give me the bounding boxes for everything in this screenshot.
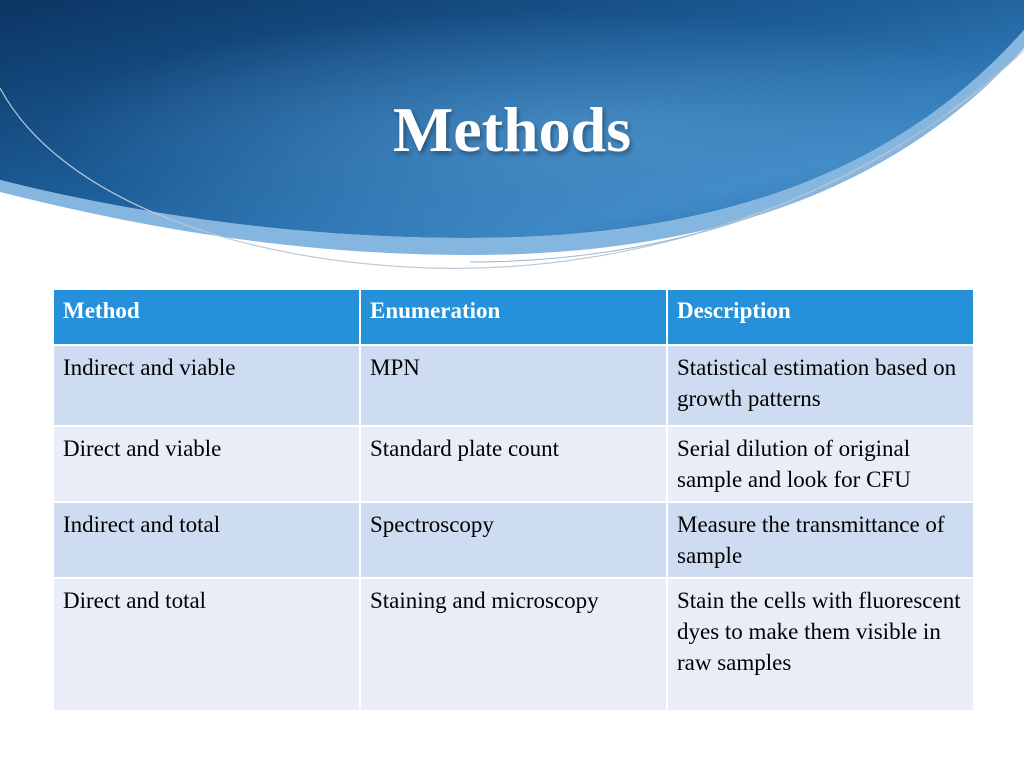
slide-title: Methods [392,94,632,165]
cell-method: Direct and viable [53,426,360,502]
cell-method: Direct and total [53,578,360,711]
cell-description: Serial dilution of original sample and look for CFU [667,426,974,502]
header-enumeration: Enumeration [360,289,667,345]
cell-description: Statistical estimation based on growth patterns [667,345,974,426]
table-row [53,502,974,578]
table-row [53,578,974,711]
cell-enumeration: MPN [360,345,667,426]
cell-enumeration: Spectroscopy [360,502,667,578]
table-header-row [53,289,974,345]
table-row [53,345,974,426]
methods-table [52,288,975,712]
cell-method: Indirect and total [53,502,360,578]
header-method: Method [53,289,360,345]
header-description: Description [667,289,974,345]
cell-method: Indirect and viable [53,345,360,426]
cell-description: Stain the cells with fluorescent dyes to make them visible in raw samples [667,578,974,711]
cell-description: Measure the transmittance of sample [667,502,974,578]
cell-enumeration: Staining and microscopy [360,578,667,711]
cell-enumeration: Standard plate count [360,426,667,502]
table-row [53,426,974,502]
